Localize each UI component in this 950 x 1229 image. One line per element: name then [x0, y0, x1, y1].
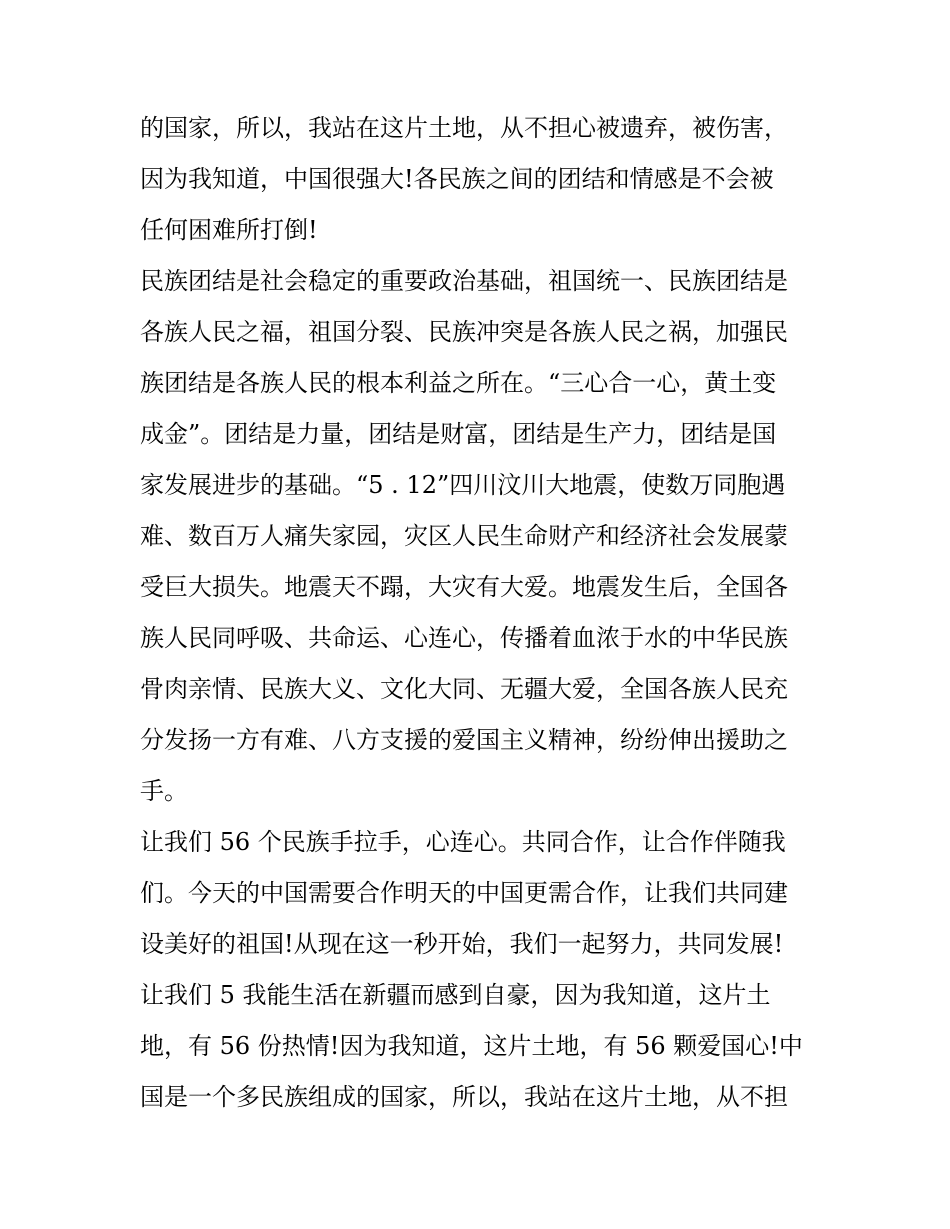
text-line: 受巨大损失。地震天不蹋，大灾有大爱。地震发生后，全国各 [140, 573, 788, 601]
text-line: 任何困难所打倒! [140, 216, 318, 244]
text-line: 的国家，所以，我站在这片土地，从不担心被遗弃，被伤害， [140, 114, 788, 142]
text-line: 各族人民之福，祖国分裂、民族冲突是各族人民之祸，加强民 [140, 318, 788, 346]
text-line: 国是一个多民族组成的国家，所以，我站在这片土地，从不担 [140, 1083, 788, 1111]
text-line: 族团结是各族人民的根本利益之所在。“三心合一心，黄土变 [140, 369, 777, 397]
text-line: 们。今天的中国需要合作明天的中国更需合作，让我们共同建 [140, 879, 788, 907]
text-line: 设美好的祖国!从现在这一秒开始，我们一起努力，共同发展! [140, 930, 784, 958]
text-line: 民族团结是社会稳定的重要政治基础，祖国统一、民族团结是 [140, 267, 788, 295]
text-line: 分发扬一方有难、八方支援的爱国主义精神，纷纷伸出援助之 [140, 726, 788, 754]
text-line: 手。 [140, 777, 188, 805]
text-line: 地，有 56 份热情!因为我知道，这片土地，有 56 颗爱国心!中 [140, 1032, 803, 1060]
text-line: 让我们 56 个民族手拉手，心连心。共同合作，让合作伴随我 [140, 828, 786, 856]
text-line: 成金”。团结是力量，团结是财富，团结是生产力，团结是国 [140, 420, 777, 448]
text-line: 族人民同呼吸、共命运、心连心，传播着血浓于水的中华民族 [140, 624, 788, 652]
text-line: 骨肉亲情、民族大义、文化大同、无疆大爱，全国各族人民充 [140, 675, 788, 703]
text-line: 家发展进步的基础。“5 . 12”四川汶川大地震，使数万同胞遇 [140, 471, 786, 499]
text-line: 因为我知道，中国很强大!各民族之间的团结和情感是不会被 [140, 165, 774, 193]
body-text [140, 103, 820, 1123]
text-line: 让我们 5 我能生活在新疆而感到自豪，因为我知道，这片土 [140, 981, 771, 1009]
text-line: 难、数百万人痛失家园，灾区人民生命财产和经济社会发展蒙 [140, 522, 788, 550]
